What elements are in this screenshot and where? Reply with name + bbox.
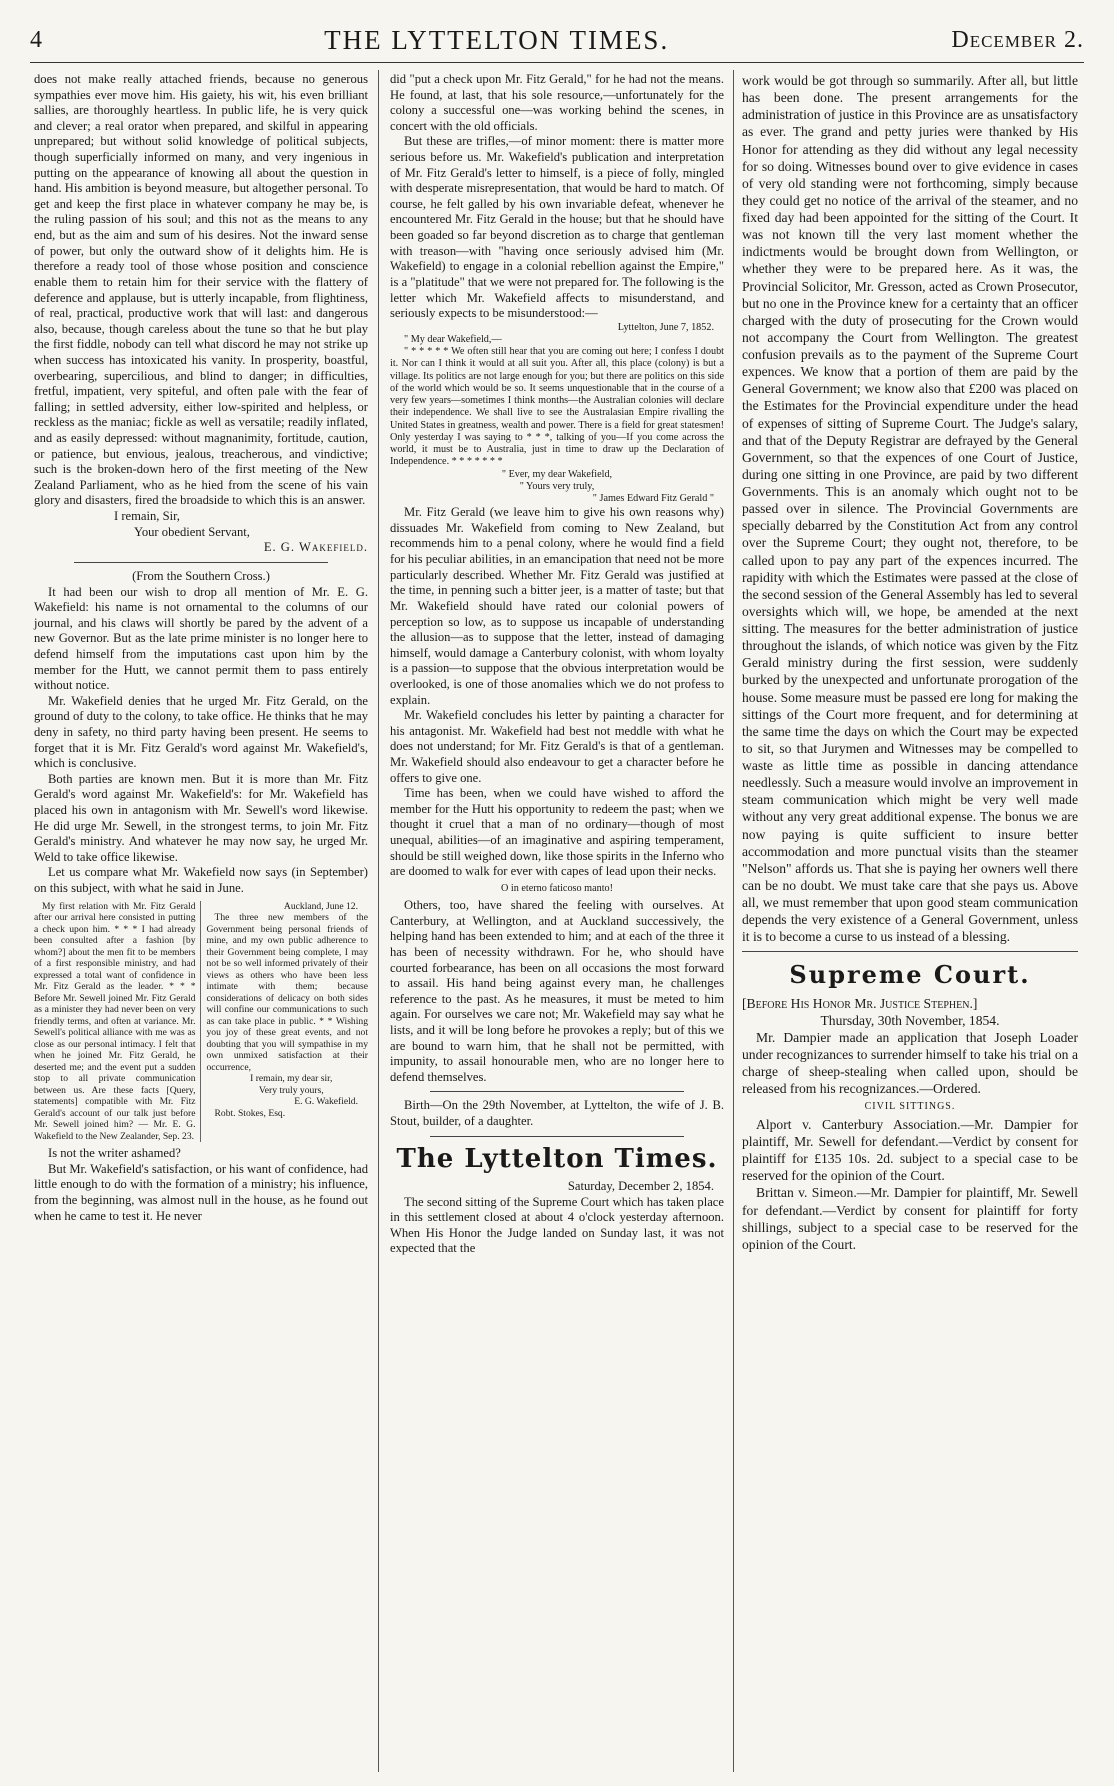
column-rule — [378, 70, 379, 1772]
section-divider — [430, 1091, 684, 1092]
article-paragraph: did "put a check upon Mr. Fitz Gerald," for he had not the means. He found, at last, that his sole resource,—unfortunately for the colony a successful one—was working behind the scenes, in concert with the old officials. — [390, 72, 724, 133]
letter-salutation: " My dear Wakefield,— — [404, 333, 502, 345]
letter-body: " * * * * * We often still hear that you are coming out here; I confess I doubt it. Nor can I think it would at all suit you. After all, this place (colony) is but a village. Its politics are not large enough for you; but there are politics on this side of the world which would be so. It seems unquestionable that in the course of a very few years—sometimes I think months—the Australian colonies will declare their independence. We shall live to see the Australasian Empire rivalling the United States in greatness, wealth and power. There is a field for great statesmen! Only yesterday I was saying to * * *, talking of you—If you come across the world, it must be to Australia, just in time to draw up the Declaration of Independence. * * * * * * * — [390, 346, 724, 468]
quote-text: The three new members of the Government being personal friends of mine, and my own public adherence to their Government being complete, I may not be so well informed privately of their views as others who have been less intimate with them; because considerations of delicacy on both sides will confine our communications to such as can take place in public. * * Wishing you joy of these great events, and not doubting that you will sympathise in my own unmixed satisfaction at their occurrence, — [206, 912, 368, 1073]
article-paragraph: Both parties are known men. But it is more than Mr. Fitz Gerald's word against Mr. Wakefield's: for Mr. Wakefield has placed his own in antagonism with Mr. Sewell's word likewise. He did urge Mr. Sewell, in the strongest terms, to join Mr. Fitz Gerald's ministry. And whatever he may now say, he urged Mr. Weld to take office likewise. — [34, 771, 368, 864]
article-paragraph: Mr. Wakefield concludes his letter by painting a character for his antagonist. Mr. Wakefield had best not meddle with what he does not understand; for Mr. Fitz Gerald's is that of a gentleman. Mr. Wakefield should also endeavour to get a character before he offers to give one. — [390, 708, 724, 785]
article-paragraph: It had been our wish to drop all mention of Mr. E. G. Wakefield: his name is not ornamental to the columns of our journal, and his claws will shortly be pared by the advent of a new Governor. But as the late prime minister is no longer here to defend himself from the imputations cast upon him by the member for the Hutt, we cannot permit them to pass entirely without notice. — [34, 584, 368, 693]
article-paragraph: Time has been, when we could have wished to afford the member for the Hutt his opportunity to redeem the past; when we thought it cruel that a man of no ordinary—though of most unequal, abilities—of an imaginative and aspiring temperament, should be still weighed down, like those spirits in the Inferno who are doomed to walk for ever with capes of lead upon their necks. — [390, 786, 724, 879]
editorial-date: Saturday, December 2, 1854. — [567, 1178, 714, 1193]
page-number: 4 — [30, 26, 42, 53]
editorial-heading: The Lyttelton Times. — [396, 1143, 718, 1174]
signature-line: I remain, Sir, — [114, 509, 180, 524]
section-divider — [742, 951, 1078, 952]
masthead — [30, 18, 1084, 63]
article-paragraph: Is not the writer ashamed? — [48, 1146, 181, 1161]
article-paragraph: But these are trifles,—of minor moment: there is matter more serious before us. Mr. Wakefield's publication and interpretation of Mr. Fitz Gerald's letter to himself, is a piece of folly, mingled with desperate misrepresentation, that would be hard to match. Of course, he felt galled by his own invariable defeat, whenever he encountered Mr. Fitz Gerald in the house; but that he should have been goaded so far beyond discretion as to charge that gentleman with treason—with "having once seriously advised him (Mr. Wakefield) to engage in a colonial rebellion against the Empire," is a "platitude" that we were not prepared for. The following is the letter which Mr. Wakefield affects to misunderstand, and seriously expects to be misunderstood:— — [390, 134, 724, 321]
court-heading: Supreme Court. — [789, 960, 1031, 990]
letter-signature: " James Edward Fitz Gerald " — [592, 493, 714, 505]
court-date: Thursday, 30th November, 1854. — [820, 1012, 1000, 1028]
column-2 — [390, 72, 724, 1257]
letter-closing: " Yours very truly, — [519, 480, 595, 492]
letter-date: Lyttelton, June 7, 1852. — [617, 321, 714, 333]
quote-signature: E. G. Wakefield. — [294, 1096, 358, 1108]
article-paragraph: Mr. Wakefield denies that he urged Mr. Fitz Gerald, on the ground of duty to the colony, to take office. He thinks that he may deny in safety, no third party having been present. He seems to forget that it is Mr. Fitz Gerald's word against Mr. Wakefield's, which is conclusive. — [34, 693, 368, 771]
section-divider — [74, 562, 328, 563]
signature-name: E. G. Wakefield. — [263, 540, 368, 555]
court-case: Alport v. Canterbury Association.—Mr. Dampier for plaintiff, Mr. Sewell for defendant.—Verdict by consent for plaintiff for £135 10s. 2d. subject to a special case to be reserved for the opinion of the Court. — [742, 1116, 1078, 1184]
court-paragraph: Mr. Dampier made an application that Joseph Loader under recognizances to surrender himself to take his trial on a charge of sheep-stealing when called upon, should be released from his recognizances.—Ordered. — [742, 1029, 1078, 1097]
article-paragraph: The second sitting of the Supreme Court which has taken place in this settlement closed at about 4 o'clock yesterday afternoon. When His Honor the Judge landed on Sunday last, it was not expected that the — [390, 1194, 724, 1256]
column-1 — [34, 72, 368, 1224]
letter-closing: " Ever, my dear Wakefield, — [501, 468, 613, 480]
article-paragraph: Others, too, have shared the feeling with ourselves. At Canterbury, at Wellington, and at Auckland successively, the helping hand has been extended to him; and at each of the three it has been of necessity withdrawn. For he, who should have courted forbearance, has been on all occasions the most forward to assail. His hand being against every man, he challenges reference to the past. As he measures, it must be meted to him again. For ourselves we care not; Mr. Wakefield may say what he lists, and it will be long before he provokes a reply; but of this we are bound to warn him, that he shall not be permitted, with impunity, to assail honourable men, who are no longer here to defend themselves. — [390, 898, 724, 1084]
birth-notice: Birth—On the 29th November, at Lyttelton, the wife of J. B. Stout, builder, of a daughter. — [390, 1098, 724, 1129]
article-paragraph: does not make really attached friends, because no generous sympathies ever move him. His gaiety, his wit, his even brilliant sallies, are thoroughly heartless. In public life, he is very quick and clever; a real orator when prepared, and skilful in appearing unprepared; but without solid knowledge of political subjects, though superficially informed on many, and very ingenious in putting on the appearance of knowing all about the question in hand. His ambition is beyond measure, but altogether personal. To get and keep the first place in whatever company he may be, is the ruling passion of his soul; and this not as the means to any end, but as the aim and sum of his desires. Not the inward sense of power, but only the outward show of it delights him. He is therefore a ready tool of those whose position and conscience enable them to retain him for their service with the flattery of deference and applause, but is utterly incapable, from flightiness, of real, practical, productive work that will last: and dangerous also, because, though careless about the tune so that he but play the first fiddle, nobody can tell what discord he may not strike up when success has intoxicated his vanity. In prosperity, boastful, overbearing, supercilious, and blind to danger; in difficulties, fretful, impatient, very spiteful, and often pale with the fear of falling; in settled adversity, either low-spirited and helpless, or reckless as the maniac; fickle as well as versatile; readily inflated, and as easily depressed: without magnanimity, fortitude, caution, or patience, but envious, jealous, treacherous, and vindictive; such is the broken-down hero of the first meeting of the New Zealand Parliament, who as he hied from the scene of his vain glory and disasters, fired the broadside to which this is an answer. — [34, 72, 368, 508]
article-paragraph: But Mr. Wakefield's satisfaction, or his want of confidence, had little enough to do with the formation of a ministry; his influence, from the beginning, was almost null in the house, as he found out when he came to test it. He never — [34, 1161, 368, 1223]
latin-quote: O in eterno faticoso manto! — [500, 882, 614, 894]
column-3 — [742, 72, 1078, 1253]
court-case: Brittan v. Simeon.—Mr. Dampier for plaintiff, Mr. Sewell for defendant.—Verdict by consent for plaintiff for forty shillings, subject to a special case to be reserved for the opinion of the Court. — [742, 1185, 1078, 1252]
comparison-quotes — [34, 901, 368, 1143]
article-paragraph: Mr. Fitz Gerald (we leave him to give his own reasons why) dissuades Mr. Wakefield from coming to New Zealand, but recommends him to a penal colony, where he would find a field for his peculiar abilities, in an emancipation that need not be more particularly described. Whether Mr. Fitz Gerald was justified at the time, in penning such a bitter jeer, is a matter of taste; but that Mr. Wakefield should have rated our colonial powers of perception so low, as to suppose us incapable of understanding the allusion—as to suppose that the letter, instead of damaging himself, would damage a Canterbury colonist, with whom loyalty is a passion—to suppose that the obvious interpretation would be overlooked, is one of those anomalies which we do not profess to explain. — [390, 505, 724, 707]
court-judge: [Before His Honor Mr. Justice Stephen.] — [742, 995, 978, 1011]
quote-september — [34, 901, 201, 1143]
quote-june — [207, 901, 369, 1143]
issue-date: December 2. — [951, 26, 1084, 53]
civil-sittings-heading: CIVIL SITTINGS. — [864, 1101, 956, 1113]
article-paragraph: Let us compare what Mr. Wakefield now says (in September) on this subject, with what he said in June. — [34, 865, 368, 896]
quote-recipient: Robt. Stokes, Esq. — [214, 1107, 286, 1119]
quote-closing: I remain, my dear sir, — [250, 1073, 333, 1085]
quote-closing: Very truly yours, — [258, 1084, 324, 1096]
quote-date: Auckland, June 12. — [283, 900, 358, 912]
signature-line: Your obedient Servant, — [134, 524, 250, 539]
column-rule — [733, 70, 734, 1772]
quote-text: My first relation with Mr. Fitz Gerald after our arrival here consisted in putting a check upon him. * * * I had already been consulted after a fashion [by whom?] about the men fit to be members of a first responsible ministry, and had expressed a total want of confidence in Mr. Fitz Gerald as the leader. * * * Before Mr. Sewell joined Mr. Fitz Gerald as a minister they had never been on very friendly terms, and often at variance. Mr. Sewell's political alliance with me was as close as our personal intimacy. I felt that when he joined Mr. Fitz Gerald, he deserted me; and the event put a sudden stop to all private communication between us. Are these facts [Query, statements] compatible with Mr. Fitz Gerald's account of our talk just before Mr. Sewell joined him? — Mr. E. G. Wakefield to the New Zealander, Sep. 23. — [34, 900, 196, 1142]
article-paragraph: work would be got through so summarily. After all, but little has been done. The present arrangements for the administration of justice in this Province are as unsatisfactory as ever. The grand and petty juries were thanked by His Honor for attending as they did without any legal necessity for so doing. Witnesses bound over to give evidence in cases of very old standing were not forthcoming, simply because they could get no notice of the arrival of the steamer, and no fixed day had been appointed for the sitting of the Court. It was not known till the very last moment whether the indictments would be brought down from Wellington, or whether they were to be prepared here. As it was, the Provincial Solicitor, Mr. Gresson, acted as Crown Prosecutor, but no one in the Province knew for a certainty that an officer charged with the duty of prosecuting for the Crown would not accompany the Court from Wellington. The greatest confusion prevails as to the payment of the Supreme Court expences. We know that a portion of them are paid by the General Government; we know also that £200 was placed on the Estimates for the Provincial expenditure under the head of expenses of sitting of Supreme Court. The Judge's salary, and that of the Deputy Registrar are defrayed by the General Government, so that the expences of one Court of Justice, during one sitting in one Province, are paid by two different Governments. This is an anomaly which ought not to be passed over in silence. The Provincial Governments are specially debarred by the Constitution Act from any control over the Supreme Court; they ought not, therefore, to be called upon to pay any part of the expences incurred. The rapidity with which the Estimates were passed at the close of the second session of the General Assembly has led to several oversights which will, we hope, be amended at the next sitting. The measures for the better administration of justice throughout the islands, of which notice was given by the Fitz Gerald ministry during the first session, were suddenly burked by the unexpected and unfortunate prorogation of the house. Some measure must be passed ere long for making the sittings of the Court more frequent, and for determining at the same time the days on which the Court may be expected to sit, so that Jurymen and Witnesses may be compelled to waste as little time as possible in dancing attendance needlessly. Such a measure would involve an improvement in steam communication which might be very well made without any very great additional expense. The bonus we are now paying is quite sufficient to insure better accommodation and more punctual visits than the steamer "Nelson" affords us. That she is paying her owners well there can be no doubt. We must take care that she pays us. Above all, we must remember that upon good steam communication depends the very existence of a General Government, unless it is to become a curse to us instead of a blessing. — [742, 73, 1078, 945]
section-divider — [430, 1136, 684, 1137]
newspaper-title: THE LYTTELTON TIMES. — [324, 24, 670, 55]
source-credit: (From the Southern Cross.) — [132, 568, 270, 583]
